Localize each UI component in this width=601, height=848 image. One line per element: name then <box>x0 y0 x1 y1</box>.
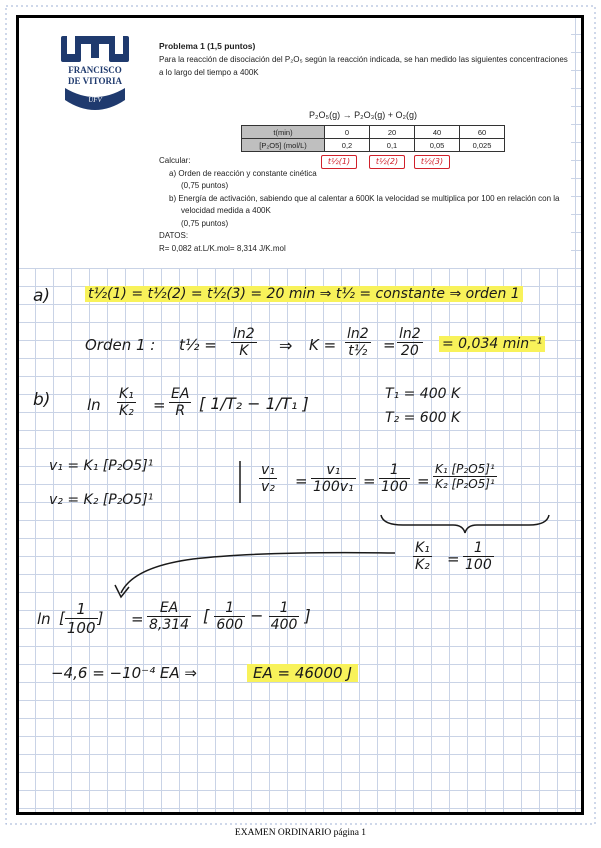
table-cell: 0,1 <box>370 139 415 152</box>
ln-argument: [ $\frac{1}{100}$ ] <box>59 600 104 637</box>
table-row <box>242 126 505 139</box>
row-label-time: t(min) <box>242 126 325 139</box>
equals: = <box>447 550 460 568</box>
denominator: R <box>175 403 186 419</box>
problem-statement-box <box>19 18 571 268</box>
rate-law-1: v₁ = K₁ [P₂O5]¹ <box>49 458 154 474</box>
table-cell: 0,025 <box>460 139 505 152</box>
k-label: K = <box>309 336 337 354</box>
table-cell: 0 <box>325 126 370 139</box>
k-ratio <box>117 386 136 419</box>
half-life-mark-2: t½(2) <box>369 155 405 169</box>
k-p-ratio <box>433 462 497 491</box>
t2-value: T₂ = 600 K <box>385 410 461 426</box>
one-over-100 <box>379 462 410 495</box>
equals: = <box>131 610 144 628</box>
numerator: v₁ <box>311 462 356 479</box>
v-ratio-100 <box>311 462 356 495</box>
denominator: 8,314 <box>149 617 190 633</box>
denominator: 100 <box>465 557 492 573</box>
question-a: a) Orden de reacción y constante cinética <box>169 168 317 178</box>
question-a-points: (0,75 puntos) <box>181 181 229 190</box>
denominator: K₂ <box>119 403 134 419</box>
denominator: t½ <box>348 343 368 359</box>
denominator: K₂ [P₂O5]¹ <box>435 477 495 491</box>
problem-intro <box>159 40 569 79</box>
denominator: 100v₁ <box>313 479 354 495</box>
minus: − <box>250 606 264 625</box>
logo-line2: DE VITORIA <box>68 76 122 86</box>
part-a-conclusion: t½(1) = t½(2) = t½(3) = 20 min ⇒ t½ = constante ⇒ orden 1 <box>85 286 523 302</box>
calc-label: Calcular: <box>159 156 191 165</box>
numerator: ln2 <box>347 326 369 342</box>
question-b: b) Energía de activación, sabiendo que al calentar a 600K la velocidad se multiplica por 100 en relación con la velocidad medida a 400K <box>169 193 560 215</box>
denominator: 400 <box>270 617 298 633</box>
numerator: 1 <box>214 600 245 617</box>
table-cell: 0,2 <box>325 139 370 152</box>
exam-page <box>16 15 584 815</box>
equals: = <box>363 472 376 490</box>
implies-arrow: ⇒ <box>279 336 293 355</box>
logo-line1: FRANCISCO <box>68 65 122 75</box>
ln-label: ln <box>87 396 101 414</box>
table-cell: 0,05 <box>415 139 460 152</box>
arrhenius-bracket: [ 1/T₂ − 1/T₁ ] <box>199 394 309 413</box>
logo-line3: UFV <box>88 96 102 104</box>
data-values: R= 0,082 at.L/K.mol= 8,314 J/K.mol <box>159 243 286 253</box>
formula-fraction <box>231 326 257 359</box>
numerator: 1 <box>65 600 98 619</box>
equals: = <box>295 472 308 490</box>
equals: = <box>383 336 396 354</box>
part-a-label: a) <box>33 286 51 306</box>
numerator: K₁ <box>415 540 430 556</box>
k-ratio-value <box>463 540 494 573</box>
data-label: DATOS: <box>159 231 189 240</box>
t1-value: T₁ = 400 K <box>385 386 461 402</box>
numerator: K₁ <box>119 386 134 402</box>
temperature-bracket: [ $\frac{1}{600}$ − $\frac{1}{400}$ ] <box>203 600 311 633</box>
activation-energy-result: EA = 46000 J <box>247 664 358 682</box>
numerator: 1 <box>269 600 300 617</box>
denominator: K₂ <box>415 557 430 573</box>
numerator: 1 <box>379 462 410 479</box>
v-ratio <box>259 462 277 495</box>
numerator: 1 <box>463 540 494 557</box>
numerator: EA <box>171 386 190 402</box>
problem-statement: Para la reacción de disociación del P₂O₅ según la reacción indicada, se han medido las siguientes concentraciones a lo largo del tiempo a 400K <box>159 55 568 77</box>
ea-over-r <box>169 386 191 419</box>
table-cell: 60 <box>460 126 505 139</box>
reaction-equation: P₂O₅(g) → P₂O₃(g) + O₂(g) <box>309 110 418 120</box>
problem-title: Problema 1 (1,5 puntos) <box>159 41 256 51</box>
denominator: K <box>239 343 249 359</box>
table-row <box>242 139 505 152</box>
half-life-mark-3: t½(3) <box>414 155 450 169</box>
ea-over-r-numeric <box>147 600 191 633</box>
denominator: 100 <box>381 479 408 495</box>
questions <box>159 155 569 255</box>
university-logo <box>57 34 133 118</box>
half-life-formula-lhs: t½ = <box>179 336 217 354</box>
numerator: EA <box>147 600 191 617</box>
numerator: ln2 <box>399 326 421 342</box>
table-cell: 20 <box>370 126 415 139</box>
part-b-label: b) <box>33 390 51 410</box>
denominator: 600 <box>216 617 244 633</box>
equals: = <box>417 472 430 490</box>
ln-label: ln <box>37 610 51 628</box>
k-ratio-result <box>413 540 432 573</box>
question-b-points: (0,75 puntos) <box>181 218 229 228</box>
denominator: v₂ <box>261 479 275 495</box>
row-label-concentration: [P₂O5] (mol/L) <box>242 139 325 152</box>
table-cell: 40 <box>415 126 460 139</box>
rate-law-2: v₂ = K₂ [P₂O5]¹ <box>49 492 154 508</box>
numerator: v₁ <box>261 462 275 478</box>
denominator: 100 <box>66 619 96 637</box>
k-fraction <box>345 326 371 359</box>
page-footer: EXAMEN ORDINARIO página 1 <box>234 828 367 838</box>
numerator: K₁ [P₂O5]¹ <box>435 462 495 476</box>
final-equation: −4,6 = −10⁻⁴ EA ⇒ <box>51 664 197 682</box>
half-life-mark-1: t½(1) <box>321 155 357 169</box>
denominator: 20 <box>400 343 419 359</box>
numerator: ln2 <box>233 326 255 342</box>
equals: = <box>153 396 166 414</box>
concentration-table <box>241 125 505 152</box>
orden-label: Orden 1 : <box>85 336 156 354</box>
rate-constant-result: = 0,034 min⁻¹ <box>439 336 545 352</box>
k-fraction-numeric <box>397 326 423 359</box>
